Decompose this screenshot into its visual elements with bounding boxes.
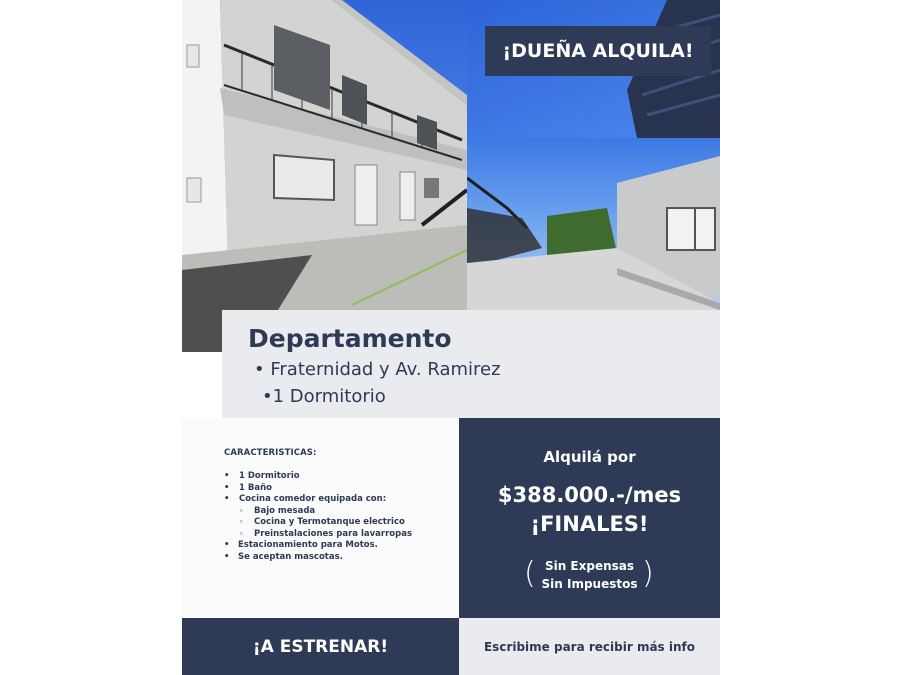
feature-item: • Estacionamiento para Motos. bbox=[224, 540, 412, 552]
flyer bbox=[182, 0, 720, 675]
contact-cta: Escribime para recibir más info bbox=[459, 618, 720, 675]
feature-subitem: ◦ Bajo mesada bbox=[224, 506, 412, 518]
listing-address: • Fraternidad y Av. Ramirez bbox=[254, 359, 501, 380]
no-taxes-note: Sin Impuestos bbox=[541, 577, 638, 591]
feature-item: • 1 Dormitorio bbox=[224, 471, 412, 483]
no-fees-note: Sin Expensas bbox=[544, 559, 635, 573]
courtyard-illustration bbox=[467, 138, 720, 328]
listing-title-panel bbox=[222, 310, 720, 418]
feature-item: • Cocina comedor equipada con: bbox=[224, 494, 412, 506]
price-finales: ¡FINALES! bbox=[530, 512, 649, 536]
feature-item: • 1 Baño bbox=[224, 483, 412, 495]
owner-rents-banner: ¡DUEÑA ALQUILA! bbox=[485, 26, 711, 76]
price-panel bbox=[459, 418, 720, 618]
features-section bbox=[182, 418, 459, 618]
features-heading: CARACTERISTICAS: bbox=[224, 448, 317, 458]
listing-rooms: •1 Dormitorio bbox=[262, 386, 386, 407]
brand-new-badge: ¡A ESTRENAR! bbox=[182, 618, 459, 675]
feature-subitem: ◦ Preinstalaciones para lavarropas bbox=[224, 529, 412, 541]
feature-subitem: ◦ Cocina y Termotanque electrico bbox=[224, 517, 412, 529]
close-parenthesis-icon: ) bbox=[642, 556, 654, 591]
feature-item: • Se aceptan mascotas. bbox=[224, 552, 412, 564]
courtyard-photo bbox=[467, 138, 720, 328]
price-label: Alquilá por bbox=[543, 448, 636, 466]
features-list bbox=[224, 471, 412, 563]
price-amount: $388.000.-/mes bbox=[497, 483, 682, 507]
listing-title: Departamento bbox=[248, 324, 452, 353]
building-photo bbox=[182, 0, 467, 352]
open-parenthesis-icon: ( bbox=[524, 556, 536, 591]
building-illustration bbox=[182, 0, 467, 352]
